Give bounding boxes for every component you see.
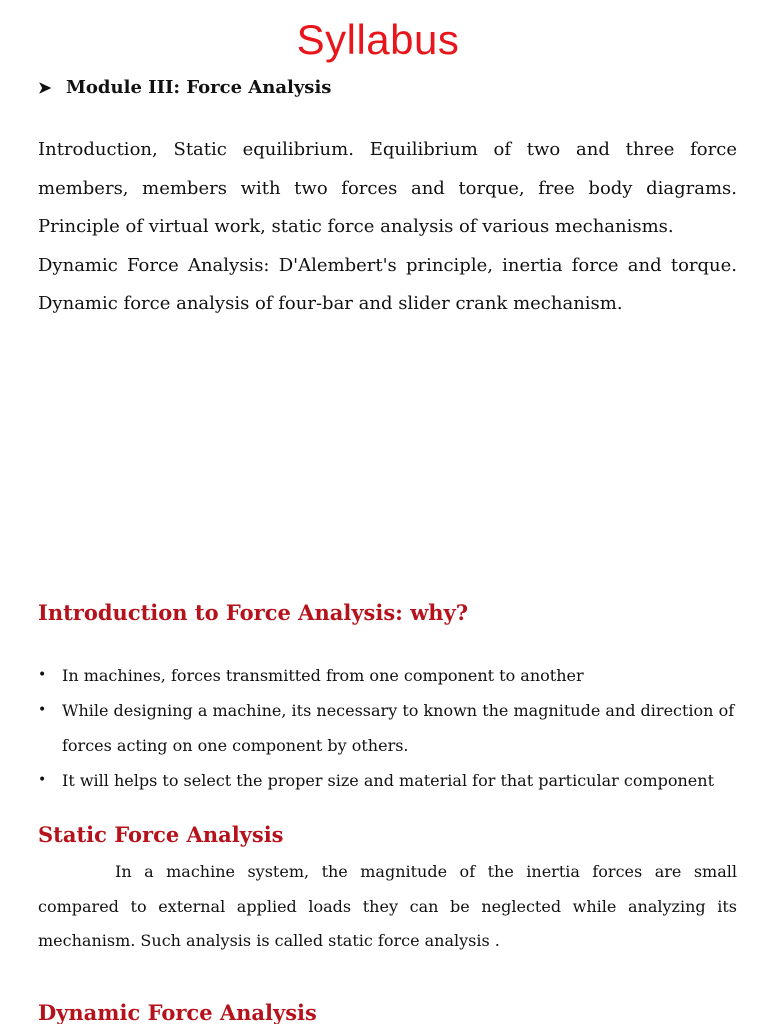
- syllabus-content: [38, 131, 737, 324]
- list-item: [38, 763, 748, 798]
- list-item-text: In machines, forces transmitted from one component to another: [62, 666, 584, 685]
- intro-bullet-list: [38, 658, 748, 798]
- arrowhead-bullet-icon: ➤: [38, 77, 52, 97]
- module-label: Module III: Force Analysis: [66, 77, 332, 98]
- module-heading: [38, 77, 331, 98]
- bullet-dot-icon: •: [38, 772, 47, 788]
- list-item-text: While designing a machine, its necessary to known the magnitude and direction of forces acting on one component by others.: [62, 701, 735, 755]
- page-title: Syllabus: [296, 16, 460, 63]
- syllabus-paragraph: Dynamic Force Analysis: D'Alembert's principle, inertia force and torque. Dynamic force analysis of four-bar and slider crank mechanism.: [38, 254, 737, 314]
- list-item: [38, 658, 748, 693]
- bullet-dot-icon: •: [38, 667, 47, 683]
- intro-heading: Introduction to Force Analysis: why?: [38, 600, 469, 625]
- list-item: [38, 693, 748, 763]
- syllabus-paragraph: Introduction, Static equilibrium. Equilibrium of two and three force members, members with two forces and torque, free body diagrams. Principle of virtual work, static force analysis of various mechanisms.: [38, 139, 737, 237]
- list-item-text: It will helps to select the proper size and material for that particular component: [62, 771, 715, 790]
- dynamic-heading: Dynamic Force Analysis: [38, 1000, 317, 1024]
- static-paragraph: In a machine system, the magnitude of the inertia forces are small compared to external applied loads they can be neglected while analyzing its mechanism. Such analysis is called static force analysis .: [38, 862, 737, 950]
- static-heading: Static Force Analysis: [38, 822, 284, 847]
- bullet-dot-icon: •: [38, 702, 47, 718]
